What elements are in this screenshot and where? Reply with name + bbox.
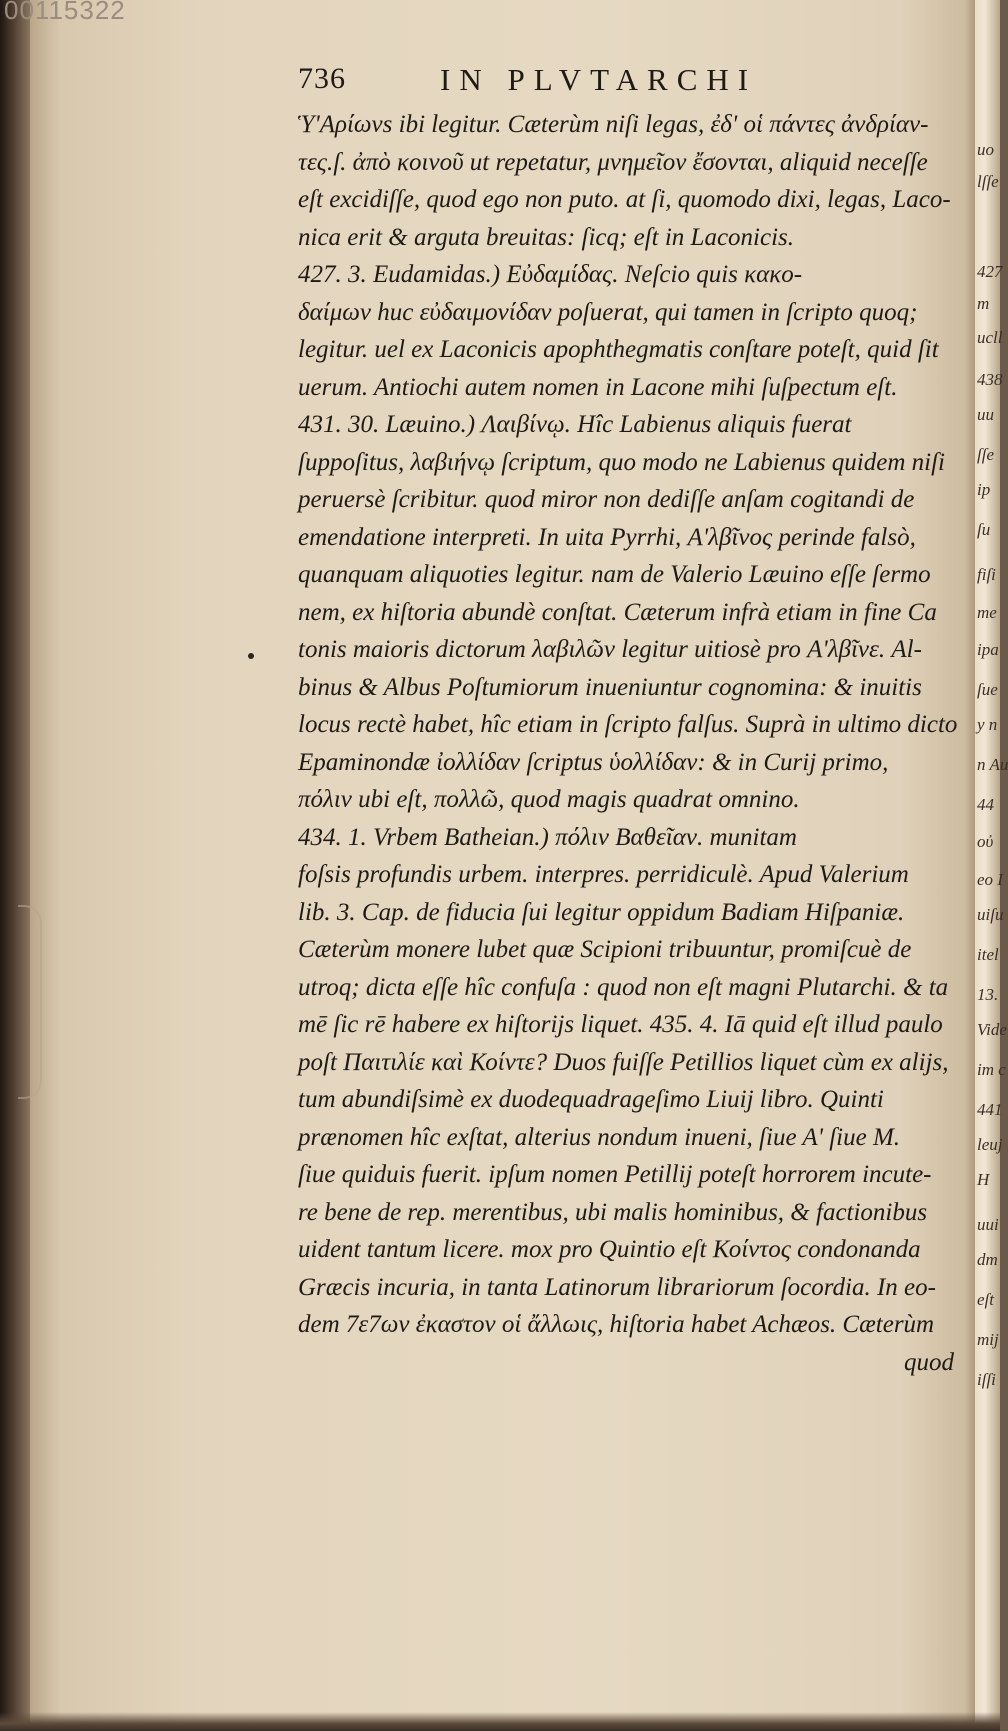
- text-line: Epaminondæ ἰολλίδαν ſcriptus ὑολλίδαν: & in Curij primo,: [298, 748, 889, 776]
- page-number: 736: [298, 62, 346, 95]
- margin-fragment: itel: [977, 945, 999, 964]
- scan-identifier: 00115322: [4, 0, 126, 25]
- margin-fragment: m: [977, 294, 990, 313]
- margin-fragment: n Au: [977, 755, 1008, 774]
- text-line: poſt Παιτιλίε καὶ Κοίντε? Duos fuiſſe Petillios liquet cùm ex alijs,: [298, 1048, 949, 1076]
- margin-fragment: uiſu: [977, 905, 1004, 924]
- text-line: uerum. Antiochi autem nomen in Lacone mihi ſuſpectum eſt.: [298, 373, 898, 401]
- text-line: prænomen hîc exſtat, alterius nondum inueni, ſiue A' ſiue M.: [298, 1123, 901, 1151]
- bottom-page-edge: [0, 1712, 1000, 1731]
- text-line: nem, ex hiſtoria abundè conſtat. Cæterum infrà etiam in fine Ca: [298, 598, 937, 626]
- margin-fragment: me: [977, 603, 997, 622]
- text-line: locus rectè habet, hîc etiam in ſcripto falſus. Suprà in ultimo dicto: [298, 711, 958, 738]
- margin-fragment: 427: [977, 262, 1003, 281]
- text-line: πόλιν ubi eſt, πολλῶ, quod magis quadrat omnino.: [298, 786, 800, 813]
- text-line: re bene de rep. merentibus, ubi malis hominibus, & factionibus: [298, 1198, 928, 1226]
- text-line: peruersè ſcribitur. quod miror non dediſſe anſam cogitandi de: [298, 486, 915, 513]
- text-line: uident tantum licere. mox pro Quintio eſt Κοίντος condonanda: [298, 1236, 921, 1263]
- text-line: Cæterùm monere lubet quæ Scipioni tribuuntur, promiſcuè de: [298, 936, 912, 963]
- margin-fragment: eſt: [977, 1290, 994, 1309]
- margin-fragment: uu: [977, 405, 994, 424]
- margin-fragment: ſſe: [977, 445, 994, 464]
- text-line: δαίμων huc εὐδαιμονίδαν poſuerat, qui tamen in ſcripto quoq;: [298, 298, 918, 326]
- text-line: quanquam aliquoties legitur. nam de Valerio Læuino eſſe ſermo: [298, 561, 931, 588]
- printed-page: [298, 62, 958, 1382]
- margin-fragment: H: [977, 1170, 990, 1189]
- text-line: binus & Albus Poſtumiorum inueniuntur cognomina: & inuitis: [298, 673, 922, 701]
- adjacent-page-edge: [975, 0, 1008, 1731]
- margin-fragment: mij: [977, 1330, 999, 1349]
- text-line: 431. 30. Læuino.) Λαιβίνῳ. Hîc Labienus aliquis fuerat: [298, 411, 852, 438]
- text-line: eſt excidiſſe, quod ego non puto. at ſi, quomodo dixi, legas, Laco-: [298, 186, 951, 213]
- text-line: nica erit & arguta breuitas: ſicq; eſt in Laconicis.: [298, 223, 795, 251]
- running-title: IN PLVTARCHI: [440, 62, 758, 97]
- text-line: lib. 3. Cap. de fiducia ſui legitur oppidum Badiam Hiſpaniæ.: [298, 898, 905, 926]
- text-line: emendatione interpreti. In uita Pyrrhi, Α'λβῖνος perinde falsò,: [298, 523, 916, 551]
- margin-fragment: uo: [977, 140, 994, 159]
- margin-fragment: eo I: [977, 870, 1003, 889]
- margin-fragment: Vide: [977, 1020, 1007, 1039]
- margin-fragment: leuj: [977, 1135, 1003, 1154]
- commentary-text: [298, 106, 958, 1382]
- margin-fragment: uui: [977, 1215, 999, 1234]
- text-line: tum abundiſsimè ex duodequadrageſimo Liuij libro. Quinti: [298, 1086, 884, 1113]
- margin-fragment: lſſe: [977, 172, 999, 191]
- text-line: Græcis incuria, in tanta Latinorum librariorum ſocordia. In eo-: [298, 1273, 936, 1301]
- text-line: 434. 1. Vrbem Batheian.) πόλιν Βαθεῖαν. munitam: [298, 823, 797, 851]
- book-gutter: [0, 0, 30, 1731]
- margin-fragment: 13.: [977, 985, 999, 1004]
- page-clasp-mark: [18, 905, 42, 1099]
- margin-fragment: im c: [977, 1060, 1006, 1079]
- margin-fragment: fiſi: [977, 565, 996, 584]
- text-line: legitur. uel ex Laconicis apophthegmatis conſtare poteſt, quid ſit: [298, 336, 939, 363]
- catchword: quod: [904, 1348, 954, 1376]
- text-line: utroq; dicta eſſe hîc confuſa : quod non eſt magni Plutarchi. & ta: [298, 973, 949, 1001]
- running-head: [298, 62, 958, 106]
- margin-fragment: ip: [977, 480, 991, 499]
- text-line: ſuppoſitus, λαβιήνῳ ſcriptum, quo modo ne Labienus quidem niſi: [298, 448, 945, 476]
- margin-fragment: ucll: [977, 328, 1003, 347]
- text-line: tonis maioris dictorum λαβιλῶν legitur uitiosè pro Α'λβῖνε. Al-: [298, 636, 922, 663]
- text-line: mē ſic rē habere ex hiſtorijs liquet. 435. 4. Iā quid eſt illud paulo: [298, 1011, 943, 1038]
- text-line: ſiue quiduis fuerit. ipſum nomen Petillij poteſt horrorem incute-: [298, 1161, 932, 1188]
- text-line: dem 7ε7ων ἐκαστον οἱ ἄλλωις, hiſtoria habet Achæos. Cæterùm: [298, 1311, 935, 1338]
- text-line: Ὑ'Αρίωνs ibi legitur. Cæterùm niſi legas, ἐδ' οἱ πάντες ἀνδρίαν-: [298, 111, 929, 138]
- margin-fragment: iſſi: [977, 1370, 996, 1389]
- margin-fragment: ipa: [977, 640, 999, 659]
- ink-spot: [248, 653, 254, 659]
- margin-fragment: 441: [977, 1100, 1003, 1119]
- margin-fragment: οὐ: [977, 832, 994, 851]
- text-line: τες.ſ. ἀπὸ κοινοῦ ut repetatur, μνημεῖον ἔσονται, aliquid neceſſe: [298, 148, 928, 176]
- margin-fragment: dm: [977, 1250, 998, 1269]
- margin-fragment: y n: [977, 715, 998, 734]
- margin-fragment: 438: [977, 370, 1003, 389]
- text-line: 427. 3. Eudamidas.) Εὐδαμίδας. Neſcio quis κακο-: [298, 261, 803, 288]
- margin-fragment: ſue: [977, 680, 998, 699]
- text-line: foſsis profundis urbem. interpres. perridiculè. Apud Valerium: [298, 861, 909, 888]
- margin-fragment: ſu: [977, 520, 991, 539]
- margin-fragment: 44: [977, 795, 994, 814]
